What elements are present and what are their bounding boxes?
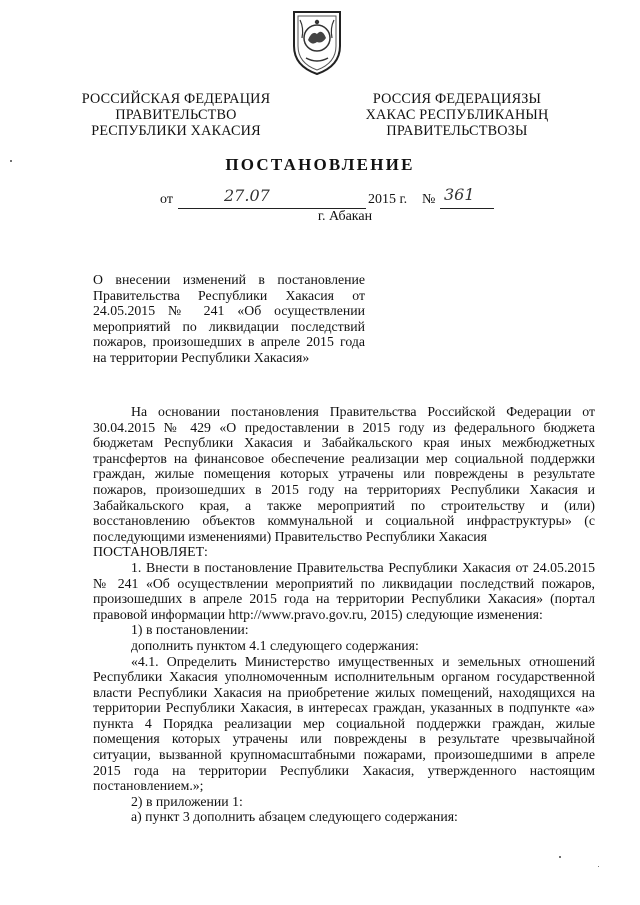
scan-speck	[559, 856, 561, 858]
scan-speck	[10, 160, 12, 162]
header-right-line: ХАКАС РЕСПУБЛИКАНЫҢ	[365, 107, 549, 123]
scan-speck	[598, 866, 599, 867]
date-prefix: от	[160, 192, 173, 207]
body-paragraph: 1) в постановлении:	[131, 622, 249, 638]
body-paragraph: На основании постановления Правительства Российской Федерации от 30.04.2015 № 429 «О предоставлении в 2015 году из федерального бюджета бюджетам Республики Хакасия и Забайкальского края иных межбюджетных трансфертов на финансовое обеспечение реализации мер социальной поддержки граждан, жилые помещения которых утрачены или повреждены в результате пожаров, произошедших в 2015 году на территориях Республики Хакасия и Забайкальского края, а также мероприятий по строительству и (или) восстановлению объектов коммунальной и социальной инфраструктуры» (с последующими изменениями) Правительство Республики Хакасия	[93, 404, 595, 544]
document-body	[93, 404, 595, 825]
header-left-line: ПРАВИТЕЛЬСТВО	[115, 107, 237, 123]
body-paragraph: дополнить пунктом 4.1 следующего содержания:	[131, 637, 419, 653]
coat-of-arms-emblem	[286, 8, 348, 76]
date-underline	[178, 190, 366, 209]
body-paragraph: 2) в приложении 1:	[131, 793, 243, 809]
resolution-word: ПОСТАНОВЛЯЕТ:	[93, 544, 208, 560]
header-left	[76, 91, 276, 139]
year-text: 2015 г.	[368, 192, 408, 207]
body-paragraph: «4.1. Определить Министерство имущественных и земельных отношений Республики Хакасия уполномоченным исполнительным органом государственной власти Республики Хакасия на приобретение жилых помещений, находящихся на территории Республики Хакасия, в интересах граждан, указанных в подпункте «а» пункта 4 Порядка реализации мер социальной поддержки граждан, жилые помещения которых утрачены или повреждены в результате чрезвычайной ситуации, вызванной крупномасштабными пожарами, произошедшими в апреле 2015 года на территории Республики Хакасия, утвержденного настоящим постановлением.»;	[93, 653, 595, 794]
header-left-line: РОССИЙСКАЯ ФЕДЕРАЦИЯ	[81, 91, 271, 107]
header-left-line: РЕСПУБЛИКИ ХАКАСИЯ	[91, 123, 261, 139]
number-prefix: №	[422, 192, 436, 207]
document-title: ПОСТАНОВЛЕНИЕ	[225, 155, 415, 174]
document-subject: О внесении изменений в постановление Правительства Республики Хакасия от 24.05.2015 № 241 «Об осуществлении мероприятий по ликвидации последствий пожаров, произошедших в апреле 2015 года на территории Республики Хакасия»	[93, 272, 365, 365]
header-right-line: ПРАВИТЕЛЬСТВОЗЫ	[386, 123, 528, 139]
body-paragraph: 1. Внести в постановление Правительства Республики Хакасия от 24.05.2015 № 241 «Об осуществлении мероприятий по ликвидации последствий пожаров, произошедших в апреле 2015 года на территории Республики Хакасия» (портал правовой информации http://www.pravo.gov.ru, 2015) следующие изменения:	[93, 559, 595, 622]
handwritten-number: 361	[444, 185, 475, 204]
body-paragraph: а) пункт 3 дополнить абзацем следующего содержания:	[131, 809, 458, 825]
city-name	[0, 209, 640, 225]
header-right-line: РОССИЯ ФЕДЕРАЦИЯЗЫ	[372, 91, 542, 107]
handwritten-date: 27.07	[224, 186, 270, 205]
city-text: г. Абакан	[317, 209, 373, 224]
header-right	[362, 91, 552, 139]
